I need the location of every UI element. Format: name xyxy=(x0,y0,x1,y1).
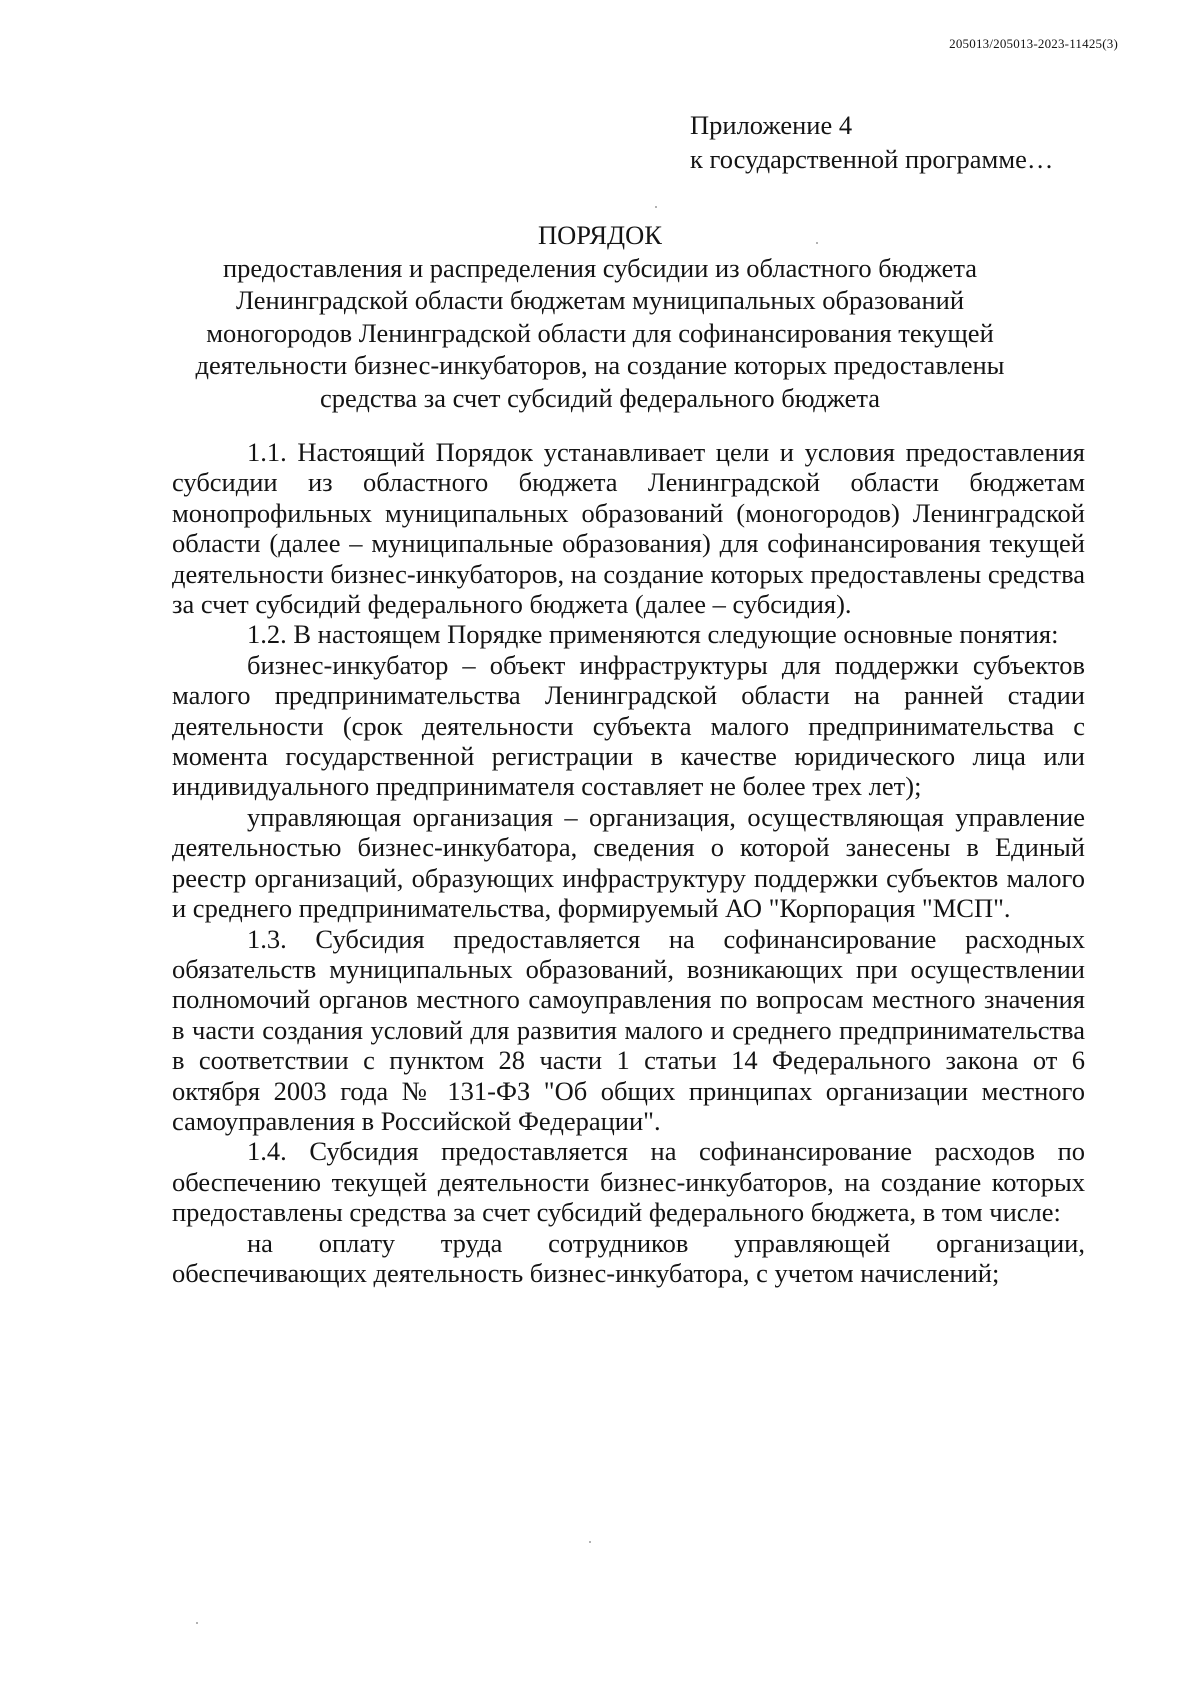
paragraph-1-1: 1.1. Настоящий Порядок устанавливает цели и условия предоставления субсидии из областного бюджета Ленинградской области бюджетам монопрофильных муниципальных образований (моногородов) Ленинградской области (далее – муниципальные образования) для софинансирования текущей деятельности бизнес-инкубаторов, на создание которых предоставлены средства за счет субсидий федерального бюджета (далее – субсидия). xyxy=(172,437,1085,620)
scan-speck xyxy=(655,206,657,208)
appendix-reference: к государственной программе… xyxy=(690,144,1054,174)
paragraph-1-3: 1.3. Субсидия предоставляется на софинансирование расходных обязательств муниципальных образований, возникающих при осуществлении полномочий органов местного самоуправления по вопросам местного значения в части создания условий для развития малого и среднего предпринимательства в соответствии с пунктом 28 части 1 статьи 14 Федерального закона от 6 октября 2003 года № 131-ФЗ "Об общих принципах организации местного самоуправления в Российской Федерации". xyxy=(172,923,1085,1136)
paragraph-1-4: 1.4. Субсидия предоставляется на софинансирование расходов по обеспечению текущей деятельности бизнес-инкубаторов, на создание которых предоставлены средства за счет субсидий федерального бюджета, в том числе: xyxy=(172,1136,1085,1228)
paragraph-1-2: 1.2. В настоящем Порядке применяются следующие основные понятия: xyxy=(247,619,1059,650)
title-line: Ленинградской области бюджетам муниципальных образований xyxy=(235,285,965,315)
title-line: предоставления и распределения субсидии из областного бюджета xyxy=(222,252,978,283)
document-registration-number: 205013/205013-2023-11425(3) xyxy=(949,36,1118,51)
scan-speck xyxy=(196,1622,198,1624)
appendix-number: Приложение 4 xyxy=(690,110,853,140)
definition-managing-organization: управляющая организация – организация, осуществляющая управление деятельностью бизнес-инкубатора, сведения о которой занесены в Единый реестр организаций, образующих инфраструктуру поддержки субъектов малого и среднего предпринимательства, формируемый АО "Корпорация "МСП". xyxy=(172,801,1085,924)
scan-speck xyxy=(816,242,818,244)
scan-speck xyxy=(589,1541,591,1543)
document-title xyxy=(120,219,1080,414)
definition-business-incubator: бизнес-инкубатор – объект инфраструктуры для поддержки субъектов малого предпринимательства Ленинградской области на ранней стадии деятельности (срок деятельности субъекта малого предпринимательства с момента государственной регистрации в качестве юридического лица или индивидуального предпринимателя составляет не более трех лет); xyxy=(172,649,1085,802)
title-heading: ПОРЯДОК xyxy=(538,220,662,250)
title-line: деятельности бизнес-инкубаторов, на создание которых предоставлены xyxy=(195,350,1005,380)
paragraph-1-4-item: на оплату труда сотрудников управляющей организации, обеспечивающих деятельность бизнес-инкубатора, с учетом начислений; xyxy=(172,1227,1085,1288)
document-body xyxy=(172,437,1085,1288)
title-line: средства за счет субсидий федерального бюджета xyxy=(319,382,881,413)
title-line: моногородов Ленинградской области для софинансирования текущей xyxy=(206,317,994,348)
appendix-header xyxy=(690,108,1053,176)
